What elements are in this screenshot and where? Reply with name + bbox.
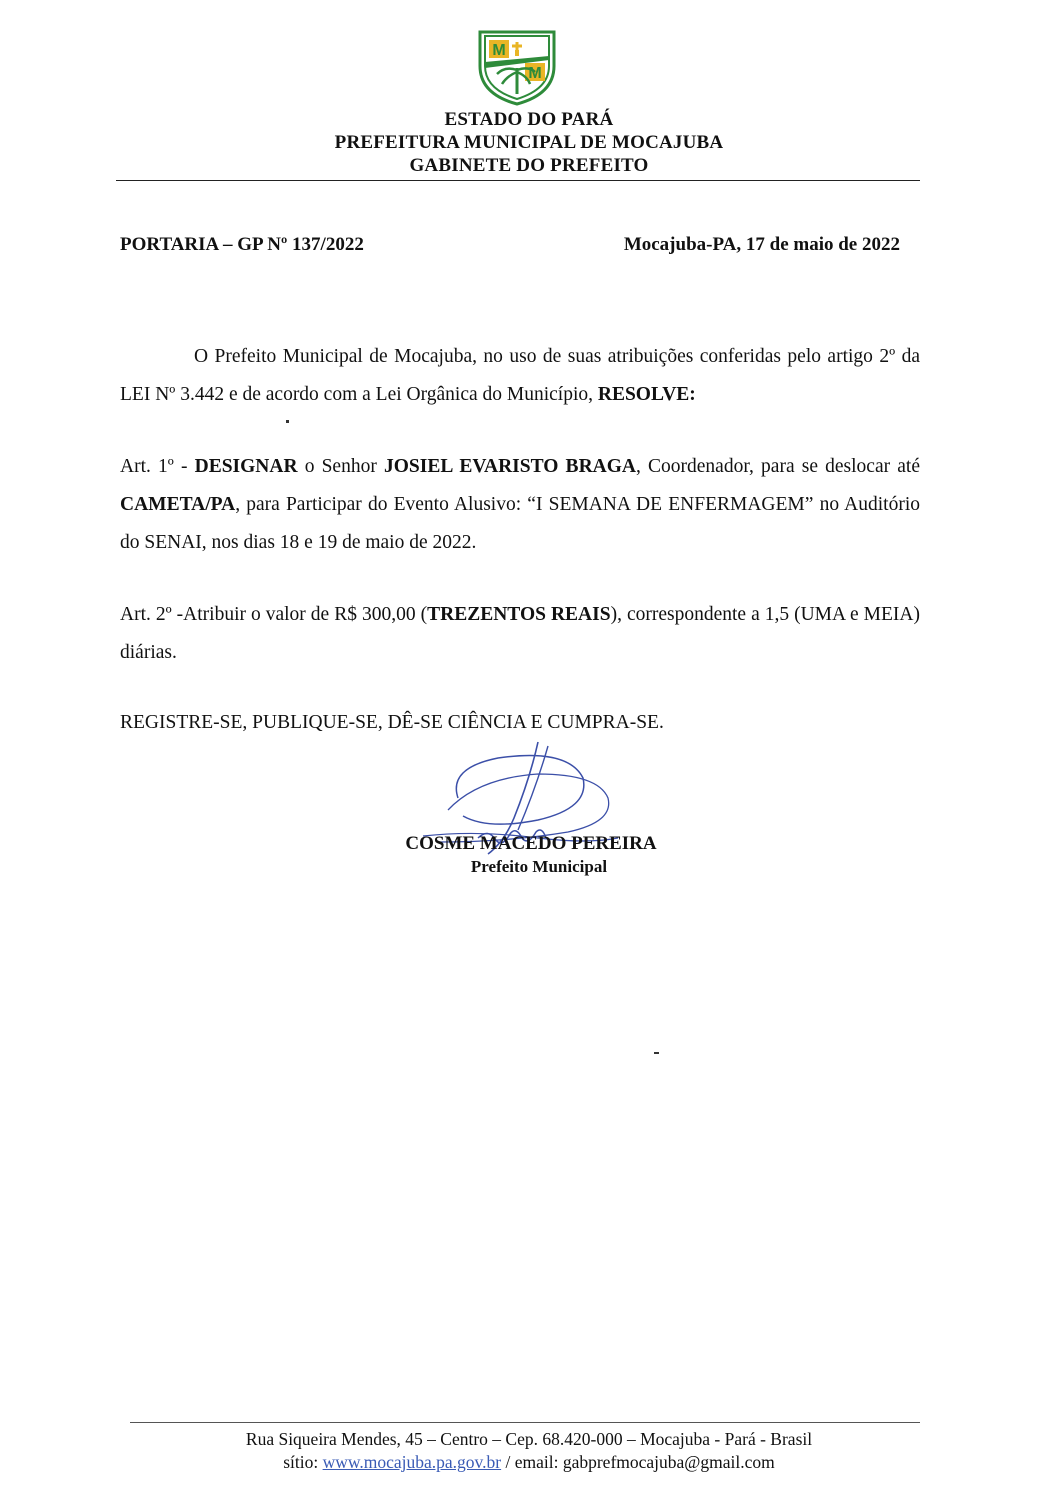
site-label: sítio:	[283, 1452, 323, 1472]
footer-contact	[0, 1451, 1058, 1474]
resolve-keyword: RESOLVE:	[597, 384, 696, 405]
document-date: Mocajuba-PA, 17 de maio de 2022	[623, 234, 900, 255]
article-1-prefix: Art. 1º -	[120, 456, 195, 477]
document-header	[0, 108, 1058, 177]
article-1-text-b: , Coordenador, para se deslocar até	[635, 456, 920, 477]
article-2	[120, 596, 920, 672]
article-2-text-a: Art. 2º -Atribuir o valor de R$ 300,00 (	[120, 604, 428, 625]
footer-divider	[130, 1422, 920, 1423]
header-municipality: PREFEITURA MUNICIPAL DE MOCAJUBA	[334, 132, 724, 153]
scan-speck	[654, 1052, 659, 1054]
signatory-name: COSME MACEDO PEREIRA	[405, 833, 657, 854]
article-1-text-a: o Senhor	[297, 456, 384, 477]
header-divider	[116, 180, 920, 181]
header-state: ESTADO DO PARÁ	[444, 109, 614, 130]
amount-in-words: TREZENTOS REAIS	[427, 604, 611, 625]
destination: CAMETA/PA	[120, 494, 236, 515]
crest-letter-right: M	[528, 65, 542, 82]
scan-speck	[286, 420, 289, 423]
portaria-number: PORTARIA – GP Nº 137/2022	[120, 234, 364, 255]
footer-address: Rua Siqueira Mendes, 45 – Centro – Cep. 68.420-000 – Mocajuba - Pará - Brasil	[245, 1429, 813, 1449]
signatory-role: Prefeito Municipal	[470, 857, 608, 876]
preamble-paragraph	[120, 338, 920, 414]
article-2-text-b: ), correspondente a 1,5 (UMA e MEIA) diárias.	[120, 604, 920, 663]
coat-of-arms-icon	[472, 26, 562, 106]
preamble-text: O Prefeito Municipal de Mocajuba, no uso de suas atribuições conferidas pelo artigo 2º da LEI Nº 3.442 e de acordo com a Lei Orgânica do Município,	[120, 346, 920, 405]
document-footer	[0, 1428, 1058, 1474]
website-link[interactable]: www.mocajuba.pa.gov.br	[322, 1452, 502, 1472]
article-1-text-c: , para Participar do Evento Alusivo: “I SEMANA DE ENFERMAGEM” no Auditório do SENAI, nos dias 18 e 19 de maio de 2022.	[120, 494, 920, 553]
signatory-block	[300, 832, 762, 878]
article-1-verb: DESIGNAR	[194, 456, 298, 477]
article-1	[120, 448, 920, 562]
closing-formula: REGISTRE-SE, PUBLIQUE-SE, DÊ-SE CIÊNCIA E CUMPRA-SE.	[120, 712, 664, 733]
header-office: GABINETE DO PREFEITO	[409, 155, 649, 176]
designee-name: JOSIEL EVARISTO BRAGA	[383, 456, 636, 477]
email-text: / email: gabprefmocajuba@gmail.com	[501, 1452, 775, 1472]
crest-letter-left: M	[492, 42, 506, 59]
